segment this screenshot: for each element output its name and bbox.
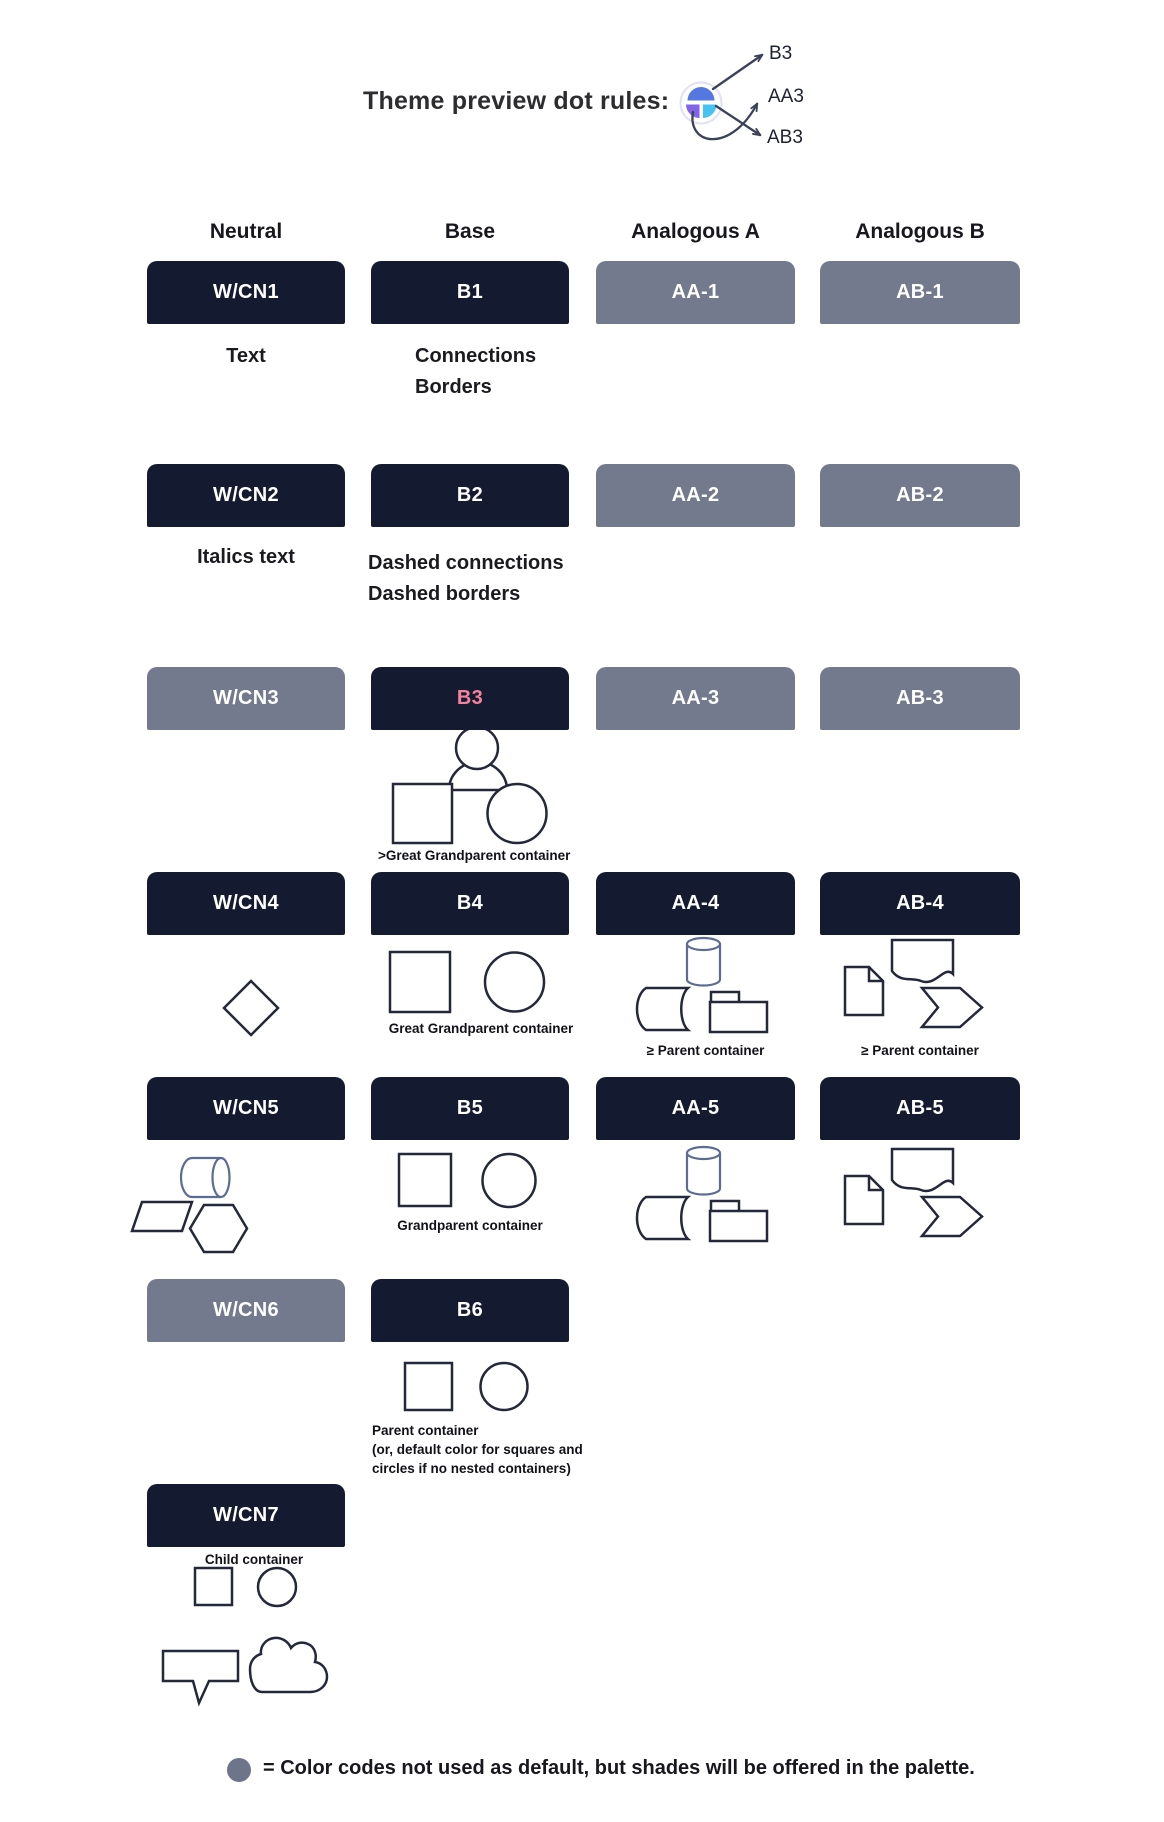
torn-paper-shape	[892, 940, 953, 982]
swatch-b1: B1	[371, 261, 569, 324]
swatch-b4: B4	[371, 872, 569, 935]
annotation-connections: Connections	[415, 345, 537, 367]
swatch-aa5: AA-5	[596, 1077, 795, 1140]
swatch-wcn7: W/CN7	[147, 1484, 345, 1547]
column-header-neutral: Neutral	[209, 220, 283, 243]
aa5-shapes	[637, 1147, 767, 1241]
swatch-wcn4: W/CN4	[147, 872, 345, 935]
swatch-b6: B6	[371, 1279, 569, 1342]
swatch-ab5: AB-5	[820, 1077, 1020, 1140]
square-shape	[393, 784, 452, 843]
annotation-borders: Borders	[415, 376, 492, 398]
document-shape	[845, 967, 883, 1015]
swatch-wcn3: W/CN3	[147, 667, 345, 730]
label-child-container: Child container	[204, 1552, 304, 1567]
ab4-shapes	[845, 940, 982, 1027]
database-cylinder-icon	[687, 938, 720, 986]
annotation-italics-text: Italics text	[197, 546, 295, 568]
dot-legend-ab3: AB3	[767, 127, 803, 148]
diamond-shape	[224, 981, 278, 1035]
swatch-wcn5: W/CN5	[147, 1077, 345, 1140]
person-head-icon	[456, 727, 498, 769]
label-great-grandparent-b3: >Great Grandparent container	[378, 848, 571, 863]
square-shape	[195, 1568, 232, 1605]
circle-shape	[258, 1568, 296, 1606]
parallelogram-shape	[132, 1202, 192, 1231]
swatch-wcn6: W/CN6	[147, 1279, 345, 1342]
column-header-base: Base	[444, 220, 496, 243]
annotation-dashed-connections: Dashed connections	[368, 552, 564, 574]
wcn7-shapes	[163, 1568, 327, 1703]
column-header-analogous-b: Analogous B	[855, 220, 985, 243]
wcn5-shapes	[132, 1158, 247, 1252]
card-shape	[710, 1002, 767, 1032]
circle-shape	[483, 1154, 536, 1207]
swatch-ab4: AB-4	[820, 872, 1020, 935]
swatch-ab3: AB-3	[820, 667, 1020, 730]
footer-color-dot	[227, 1758, 251, 1782]
swatch-wcn2: W/CN2	[147, 464, 345, 527]
b3-shapes	[393, 727, 547, 843]
b4-shapes	[390, 952, 544, 1012]
ab5-shapes	[845, 1149, 982, 1236]
label-parent-container-line2: (or, default color for squares and	[372, 1442, 583, 1457]
square-shape	[390, 952, 450, 1012]
swatch-b3: B3	[371, 667, 569, 730]
label-grandparent-b5: Grandparent container	[397, 1218, 543, 1233]
circle-shape	[481, 1363, 528, 1410]
label-parent-container-b6	[372, 1421, 583, 1478]
swatch-ab2: AB-2	[820, 464, 1020, 527]
annotation-text: Text	[226, 345, 266, 367]
swatch-wcn1: W/CN1	[147, 261, 345, 324]
swatch-ab1: AB-1	[820, 261, 1020, 324]
dot-legend-aa3: AA3	[768, 86, 804, 107]
square-shape	[399, 1154, 451, 1206]
label-parent-container-line3: circles if no nested containers)	[372, 1461, 571, 1476]
column-header-analogous-a: Analogous A	[631, 220, 760, 243]
chevron-shape	[922, 988, 982, 1027]
swatch-b5: B5	[371, 1077, 569, 1140]
speech-bubble-shape	[163, 1651, 238, 1703]
label-parent-container-ab4: ≥ Parent container	[861, 1043, 979, 1058]
swatch-aa3: AA-3	[596, 667, 795, 730]
annotation-dashed-borders: Dashed borders	[368, 583, 521, 605]
label-parent-container-aa4: ≥ Parent container	[646, 1043, 765, 1058]
footer-note: = Color codes not used as default, but shades will be offered in the palette.	[263, 1757, 975, 1779]
label-parent-container-line1: Parent container	[372, 1423, 479, 1438]
circle-shape	[485, 953, 544, 1012]
swatch-b2: B2	[371, 464, 569, 527]
hexagon-shape	[190, 1205, 247, 1252]
label-great-grandparent-b4: Great Grandparent container	[388, 1021, 574, 1036]
stored-data-shape	[637, 988, 688, 1030]
b6-shapes	[405, 1363, 528, 1410]
swatch-aa2: AA-2	[596, 464, 795, 527]
dot-legend-b3: B3	[769, 43, 793, 64]
b5-shapes	[399, 1154, 536, 1207]
aa4-shapes	[637, 938, 767, 1032]
cloud-shape	[250, 1638, 327, 1692]
page-title: Theme preview dot rules:	[363, 87, 670, 115]
swatch-aa1: AA-1	[596, 261, 795, 324]
square-shape	[405, 1363, 452, 1410]
arrow-to-b3	[713, 55, 762, 89]
swatch-aa4: AA-4	[596, 872, 795, 935]
circle-shape	[488, 784, 547, 843]
horizontal-cylinder-icon	[181, 1158, 230, 1197]
